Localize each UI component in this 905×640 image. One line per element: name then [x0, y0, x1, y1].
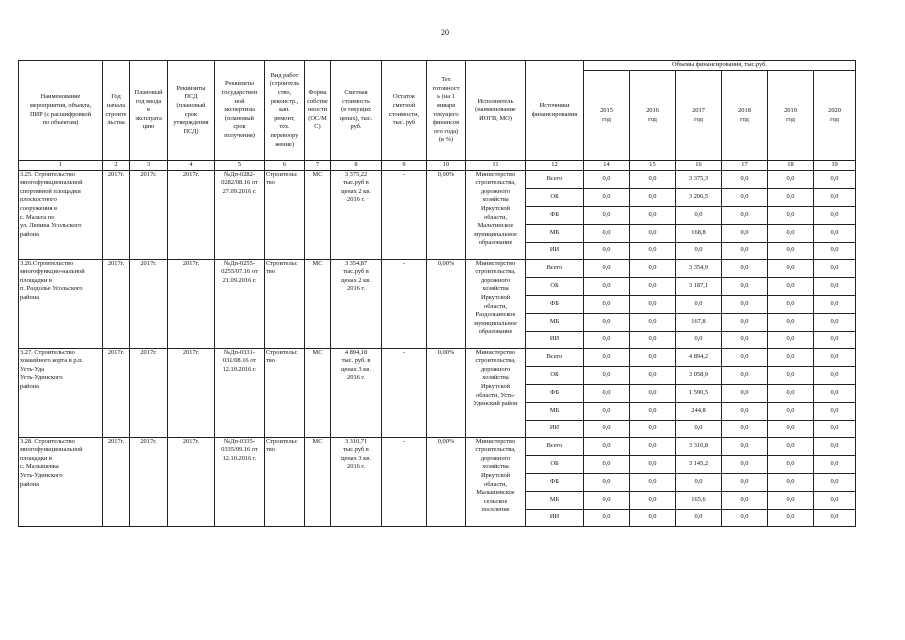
psd-date: 2017г.	[168, 437, 215, 526]
funding-value: 0,0	[630, 206, 676, 224]
commission-year: 2017г.	[130, 170, 168, 259]
start-year: 2017г.	[103, 259, 130, 348]
funding-value: 0,0	[584, 348, 630, 366]
expertise: №Дп-0335- 0335/09.16 от 12.10.2016 г.	[215, 437, 265, 526]
funding-source: ИИ	[526, 420, 584, 437]
psd-date: 2017г.	[168, 170, 215, 259]
header-year-2018: 2018 год	[722, 71, 768, 161]
header-year-2019: 2019 год	[768, 71, 814, 161]
funding-value: 4 894,2	[676, 348, 722, 366]
funding-value: 0,0	[676, 206, 722, 224]
expertise: №Дп-0331- 031/08.16 от 12.10.2016 г.	[215, 348, 265, 437]
funding-value: 0,0	[814, 348, 856, 366]
funding-value: 0,0	[584, 420, 630, 437]
funding-value: 0,0	[722, 206, 768, 224]
funding-value: 0,0	[814, 295, 856, 313]
table-row	[19, 259, 856, 277]
funding-value: 0,0	[584, 295, 630, 313]
funding-value: 0,0	[676, 242, 722, 259]
funding-value: 0,0	[768, 259, 814, 277]
ownership: МС	[305, 437, 331, 526]
header-funding: Объемы финансирования, тыс.руб.	[584, 61, 856, 71]
header-executor: Исполнитель (наименование ИОГВ, МО)	[466, 61, 526, 161]
funding-value: 244,8	[676, 402, 722, 420]
funding-value: 0,0	[722, 170, 768, 188]
funding-value: 0,0	[722, 437, 768, 455]
funding-value: 0,0	[768, 384, 814, 402]
header-year-2017: 2017 год	[676, 71, 722, 161]
funding-value: 1 590,5	[676, 384, 722, 402]
funding-value: 0,0	[814, 455, 856, 473]
funding-value: 0,0	[630, 437, 676, 455]
funding-value: 0,0	[584, 366, 630, 384]
funding-value: 0,0	[584, 473, 630, 491]
funding-value: 0,0	[768, 170, 814, 188]
funding-value: 0,0	[722, 473, 768, 491]
funding-value: 167,8	[676, 313, 722, 331]
funding-value: 0,0	[768, 455, 814, 473]
financing-table	[18, 60, 856, 527]
funding-value: 0,0	[768, 491, 814, 509]
column-number: 1	[19, 161, 103, 171]
funding-source: Всего	[526, 259, 584, 277]
funding-value: 0,0	[676, 331, 722, 348]
funding-value: 0,0	[814, 242, 856, 259]
funding-value: 0,0	[722, 402, 768, 420]
funding-value: 0,0	[814, 313, 856, 331]
funding-value: 0,0	[584, 402, 630, 420]
executor: Министерство строительства, дорожного хозяйства Иркутской области, Раздольинское муниципальное образование	[466, 259, 526, 348]
funding-value: 0,0	[722, 509, 768, 526]
header-readiness: Тех готовност ь (на 1 января текущего финансов ого года) (в %)	[427, 61, 466, 161]
funding-source: МБ	[526, 313, 584, 331]
column-number: 16	[676, 161, 722, 171]
column-number: 18	[768, 161, 814, 171]
commission-year: 2017г.	[130, 259, 168, 348]
funding-value: 0,0	[676, 420, 722, 437]
estimated-cost: 4 894,18 тыс. руб. в ценах 3 кв. 2016 г.	[331, 348, 382, 437]
readiness: 0,00%	[427, 437, 466, 526]
funding-value: 0,0	[722, 331, 768, 348]
funding-value: 0,0	[722, 242, 768, 259]
funding-value: 3 310,8	[676, 437, 722, 455]
funding-value: 0,0	[768, 437, 814, 455]
column-number: 2	[103, 161, 130, 171]
funding-value: 0,0	[584, 170, 630, 188]
funding-value: 0,0	[630, 402, 676, 420]
funding-value: 3 187,1	[676, 277, 722, 295]
funding-value: 0,0	[630, 277, 676, 295]
funding-source: ОБ	[526, 366, 584, 384]
executor: Министерство строительства, дорожного хозяйства Иркутской области, Малышевское сельское поселение	[466, 437, 526, 526]
column-number: 4	[168, 161, 215, 171]
header-estimated-cost: Сметная стоимость (в текущих ценах), тыс. руб.	[331, 61, 382, 161]
remaining-cost: -	[382, 170, 427, 259]
table-row	[19, 437, 856, 455]
header-year-2020: 2020 год	[814, 71, 856, 161]
column-number: 10	[427, 161, 466, 171]
funding-value: 0,0	[814, 366, 856, 384]
funding-value: 0,0	[814, 170, 856, 188]
funding-value: 0,0	[722, 224, 768, 242]
funding-value: 0,0	[584, 384, 630, 402]
project-name: 3.25. Строительство многофункциональной спортивной площадки плоскостного сооружения в с. Мальта по ул. Ленина Усольского района	[19, 170, 103, 259]
readiness: 0,00%	[427, 348, 466, 437]
funding-source: ИИ	[526, 242, 584, 259]
funding-value: 0,0	[676, 473, 722, 491]
funding-value: 0,0	[768, 348, 814, 366]
column-number: 8	[331, 161, 382, 171]
funding-value: 0,0	[630, 509, 676, 526]
start-year: 2017г.	[103, 437, 130, 526]
funding-value: 0,0	[768, 420, 814, 437]
funding-value: 0,0	[722, 188, 768, 206]
funding-value: 3 145,2	[676, 455, 722, 473]
funding-source: ОБ	[526, 188, 584, 206]
project-name: 3.28. Строительство многофункциональной площадки в с. Малышевка Усть-Удинского района	[19, 437, 103, 526]
column-number: 3	[130, 161, 168, 171]
funding-source: ИИ	[526, 331, 584, 348]
funding-value: 0,0	[768, 473, 814, 491]
column-number: 14	[584, 161, 630, 171]
funding-value: 0,0	[584, 331, 630, 348]
funding-value: 0,0	[584, 437, 630, 455]
start-year: 2017г.	[103, 348, 130, 437]
ownership: МС	[305, 348, 331, 437]
funding-value: 0,0	[814, 509, 856, 526]
start-year: 2017г.	[103, 170, 130, 259]
funding-value: 0,0	[584, 242, 630, 259]
column-number: 17	[722, 161, 768, 171]
commission-year: 2017г.	[130, 348, 168, 437]
work-type: Строительс тво	[265, 437, 305, 526]
funding-value: 168,8	[676, 224, 722, 242]
table-row	[19, 170, 856, 188]
funding-value: 0,0	[722, 348, 768, 366]
funding-value: 0,0	[768, 206, 814, 224]
ownership: МС	[305, 170, 331, 259]
readiness: 0,00%	[427, 259, 466, 348]
project-name: 3.26.Строительство многофункцио-нальной площадки в п. Раздолье Усольского района	[19, 259, 103, 348]
estimated-cost: 3 354,87 тыс.руб в ценах 2 кв. 2016 г.	[331, 259, 382, 348]
funding-value: 0,0	[630, 331, 676, 348]
estimated-cost: 3 375,22 тыс.руб в ценах 2 кв. 2016 г.	[331, 170, 382, 259]
funding-value: 3 058,9	[676, 366, 722, 384]
funding-value: 0,0	[768, 277, 814, 295]
funding-value: 0,0	[768, 313, 814, 331]
funding-value: 0,0	[630, 420, 676, 437]
executor: Министерство строительства, дорожного хозяйства Иркутской области, Мальтинское муниципальное образование	[466, 170, 526, 259]
funding-value: 0,0	[630, 295, 676, 313]
funding-value: 0,0	[814, 206, 856, 224]
funding-source: ОБ	[526, 277, 584, 295]
funding-value: 0,0	[584, 455, 630, 473]
header-psd: Реквизиты ПСД (плановый срок утверждения ПСД)	[168, 61, 215, 161]
column-number: 12	[526, 161, 584, 171]
funding-value: 0,0	[814, 331, 856, 348]
funding-value: 0,0	[722, 313, 768, 331]
funding-value: 0,0	[722, 366, 768, 384]
funding-value: 0,0	[584, 313, 630, 331]
funding-value: 3 354,9	[676, 259, 722, 277]
funding-value: 0,0	[814, 259, 856, 277]
funding-value: 0,0	[584, 188, 630, 206]
funding-value: 0,0	[768, 402, 814, 420]
funding-value: 0,0	[722, 455, 768, 473]
funding-value: 0,0	[630, 366, 676, 384]
psd-date: 2017г.	[168, 348, 215, 437]
funding-value: 0,0	[722, 491, 768, 509]
funding-value: 0,0	[630, 242, 676, 259]
funding-value: 0,0	[814, 491, 856, 509]
funding-value: 0,0	[584, 491, 630, 509]
header-expertise: Реквизиты государствен ной экспертизы (плановый срок получения)	[215, 61, 265, 161]
funding-source: ОБ	[526, 455, 584, 473]
column-numbers-row	[19, 161, 856, 171]
header-name: Наименование мероприятия, объекта, ПИР (с расшифровкой по объектам)	[19, 61, 103, 161]
expertise: №Дп-0282- 0282/08.16 от 27.09.2016 г.	[215, 170, 265, 259]
header-start-year: Год начала строите льства	[103, 61, 130, 161]
page-number: 20	[441, 28, 449, 37]
funding-value: 0,0	[630, 170, 676, 188]
header-ownership: Форма собстве нности (ОС/М С)	[305, 61, 331, 161]
remaining-cost: -	[382, 348, 427, 437]
header-work-type: Вид работ (строитель ство, реконстр., кап. ремонт, тех. перевоору жение)	[265, 61, 305, 161]
work-type: Строительс тво	[265, 170, 305, 259]
executor: Министерство строительства, дорожного хозяйства Иркутской области, Усть- Удинский район	[466, 348, 526, 437]
funding-value: 0,0	[630, 384, 676, 402]
header-year-2015: 2015 год	[584, 71, 630, 161]
commission-year: 2017г.	[130, 437, 168, 526]
funding-value: 0,0	[768, 509, 814, 526]
funding-value: 0,0	[814, 188, 856, 206]
funding-value: 0,0	[676, 509, 722, 526]
readiness: 0,00%	[427, 170, 466, 259]
funding-value: 0,0	[768, 366, 814, 384]
funding-value: 0,0	[630, 313, 676, 331]
funding-value: 0,0	[630, 473, 676, 491]
column-number: 11	[466, 161, 526, 171]
project-name: 3.27. Строительство хоккейного корта в р.п. Усть-Уда Усть-Удинского района	[19, 348, 103, 437]
funding-value: 0,0	[814, 437, 856, 455]
table-row	[19, 348, 856, 366]
header-sources: Источники финансирования	[526, 61, 584, 161]
header-commission-year: Плановый год ввода в эксплуата цию	[130, 61, 168, 161]
funding-source: ИИ	[526, 509, 584, 526]
funding-source: ФБ	[526, 384, 584, 402]
funding-value: 0,0	[768, 331, 814, 348]
psd-date: 2017г.	[168, 259, 215, 348]
funding-value: 0,0	[768, 295, 814, 313]
funding-value: 0,0	[768, 188, 814, 206]
column-number: 6	[265, 161, 305, 171]
funding-value: 0,0	[722, 295, 768, 313]
funding-value: 165,6	[676, 491, 722, 509]
header-row	[19, 61, 856, 71]
remaining-cost: -	[382, 259, 427, 348]
funding-value: 0,0	[814, 384, 856, 402]
funding-value: 0,0	[584, 277, 630, 295]
funding-value: 0,0	[814, 224, 856, 242]
work-type: Строительс тво	[265, 348, 305, 437]
header-year-2016: 2016 год	[630, 71, 676, 161]
expertise: №Дп-0255- 0255/07.16 от 21.09.2016 г.	[215, 259, 265, 348]
funding-value: 0,0	[584, 259, 630, 277]
funding-value: 0,0	[814, 277, 856, 295]
funding-value: 3 375,3	[676, 170, 722, 188]
funding-value: 0,0	[814, 402, 856, 420]
funding-source: МБ	[526, 491, 584, 509]
funding-value: 0,0	[630, 188, 676, 206]
column-number: 7	[305, 161, 331, 171]
work-type: Строительс тво	[265, 259, 305, 348]
funding-value: 0,0	[584, 509, 630, 526]
funding-value: 0,0	[630, 348, 676, 366]
funding-value: 0,0	[722, 420, 768, 437]
header-remaining-cost: Остаток сметной стоимости, тыс. руб	[382, 61, 427, 161]
funding-value: 0,0	[814, 420, 856, 437]
funding-value: 0,0	[630, 455, 676, 473]
funding-source: МБ	[526, 224, 584, 242]
funding-source: Всего	[526, 348, 584, 366]
funding-source: Всего	[526, 437, 584, 455]
funding-value: 0,0	[768, 242, 814, 259]
remaining-cost: -	[382, 437, 427, 526]
funding-value: 0,0	[814, 473, 856, 491]
estimated-cost: 3 310,71 тыс.руб в ценах 3 кв. 2016 г.	[331, 437, 382, 526]
funding-value: 0,0	[584, 224, 630, 242]
funding-value: 0,0	[584, 206, 630, 224]
funding-source: МБ	[526, 402, 584, 420]
funding-value: 0,0	[676, 295, 722, 313]
funding-value: 0,0	[722, 277, 768, 295]
funding-value: 0,0	[630, 491, 676, 509]
funding-value: 0,0	[768, 224, 814, 242]
funding-source: ФБ	[526, 206, 584, 224]
ownership: МС	[305, 259, 331, 348]
funding-source: ФБ	[526, 295, 584, 313]
funding-source: Всего	[526, 170, 584, 188]
funding-source: ФБ	[526, 473, 584, 491]
column-number: 5	[215, 161, 265, 171]
funding-value: 0,0	[630, 259, 676, 277]
funding-value: 0,0	[722, 259, 768, 277]
column-number: 19	[814, 161, 856, 171]
column-number: 9	[382, 161, 427, 171]
funding-value: 3 206,5	[676, 188, 722, 206]
funding-value: 0,0	[630, 224, 676, 242]
column-number: 15	[630, 161, 676, 171]
funding-value: 0,0	[722, 384, 768, 402]
